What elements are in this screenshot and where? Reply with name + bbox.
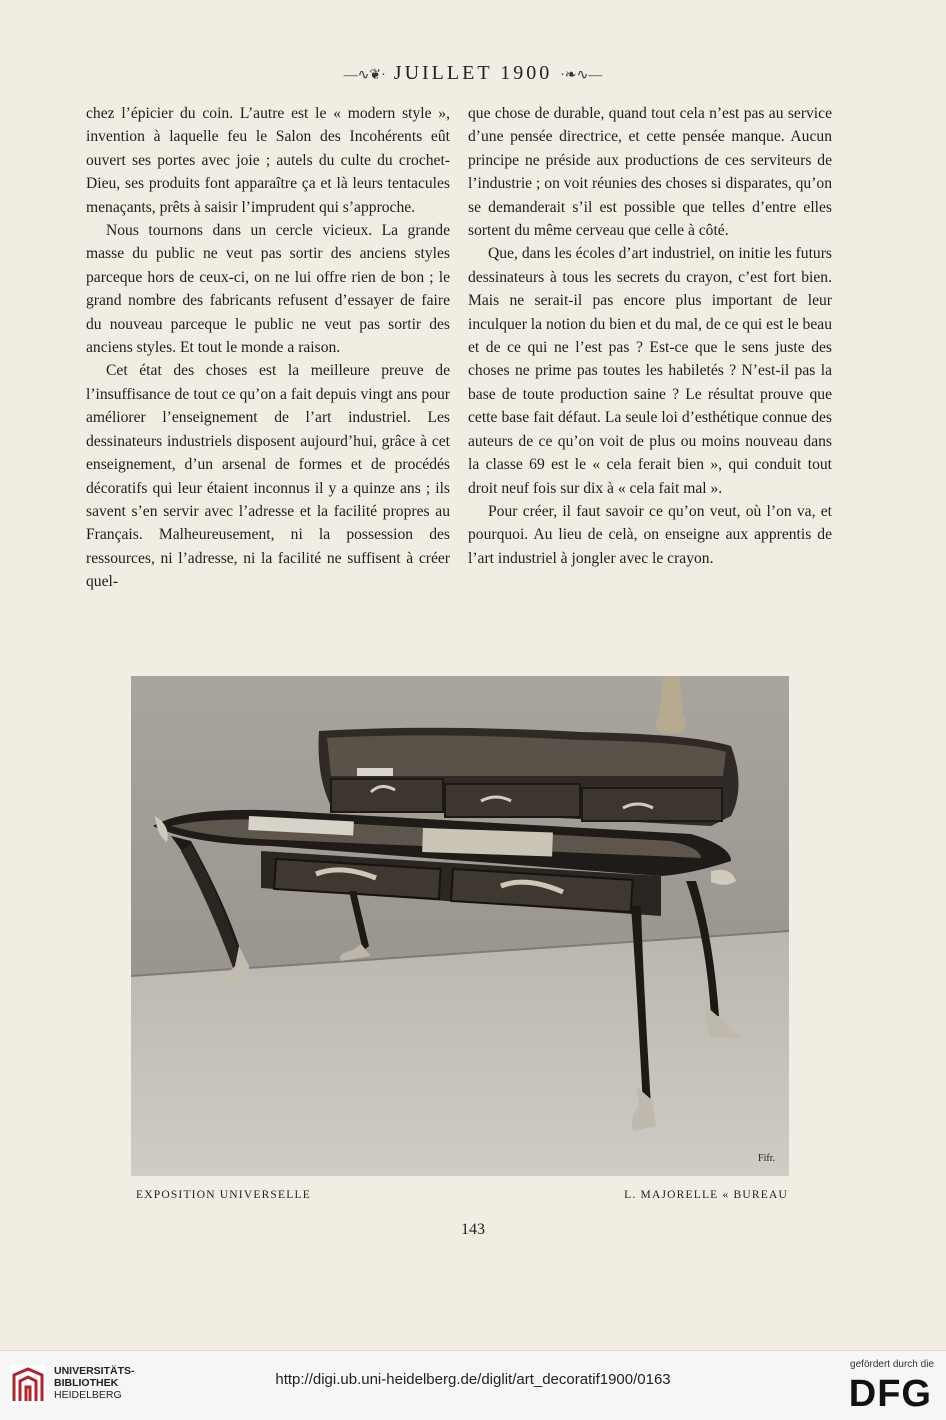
paragraph: que chose de durable, quand tout cela n’est pas au service d’une pensée directrice, et cette pensée manque. Aucun principe ne préside aux productions de ces serviteurs de l’industrie ; on voit réunies des choses si disparates, qu’on se demanderait s’il est possible que telles d’entre elles sortent du même cerveau que celle à côté.	[468, 105, 832, 240]
header-title: JUILLET 1900	[393, 62, 553, 84]
header-ornament-left: —∿❦·	[343, 68, 386, 83]
caption-right: L. MAJORELLE « BUREAU	[624, 1189, 788, 1201]
page-number: 143	[461, 1221, 485, 1238]
text-column-right	[468, 102, 832, 570]
text-column-left	[86, 102, 450, 594]
library-line-1: UNIVERSITÄTS-	[54, 1365, 135, 1377]
desk-photograph	[131, 676, 789, 1176]
dfg-logo[interactable]: DFG	[848, 1373, 932, 1415]
paragraph: Cet état des choses est la meilleure preuve de l’insuffisance de tout ce qu’on a fait depuis vingt ans pour améliorer l’enseignement de l’art industriel. Les dessinateurs industriels disposent aujourd’hui, grâce à cet enseignement, d’un arsenal de formes et de procédés décoratifs qui leur étaient inconnus il y a quinze ans ; ils savent s’en servir avec l’adresse et la facilité propres au Français. Malheureusement, ni la possession des ressources, ni l’adresse, ni la facilité ne suffisent à créer quel-	[86, 362, 450, 591]
caption-left: EXPOSITION UNIVERSELLE	[136, 1189, 311, 1201]
running-header	[0, 62, 946, 85]
paragraph: chez l’épicier du coin. L’autre est le « modern style », invention à laquelle feu le Salon des Incohérents eût ouvert ses portes avec joie ; autels du culte du crochet-Dieu, ses produits font apparaître ça et là leurs tentacules menaçants, prêts à saisir l’imprudent qui s’approche.	[86, 105, 450, 216]
desk-illustration	[131, 676, 789, 1176]
permalink-url[interactable]: http://digi.ub.uni-heidelberg.de/diglit/art_decoratif1900/0163	[275, 1371, 671, 1388]
photo-signature: Fifr.	[758, 1153, 775, 1164]
paragraph: Pour créer, il faut savoir ce qu’on veut, où l’on va, et pourquoi. Au lieu de celà, on enseigne aux apprentis de l’art industriel à jongler avec le crayon.	[468, 502, 832, 567]
paragraph: Nous tournons dans un cercle vicieux. La grande masse du public ne veut pas sortir des anciens styles parceque hors de ceux-ci, on ne lui offre rien de bon ; le grand nombre des fabricants refusent d’essayer de faire du nouveau parceque le public ne veut pas sortir des anciens styles. Et tout le monde a raison.	[86, 222, 450, 357]
funded-by-label: gefördert durch die	[850, 1359, 934, 1370]
header-ornament-right: ·❧∿—	[560, 68, 603, 83]
paragraph: Que, dans les écoles d’art industriel, on initie les futurs dessinateurs à tous les secrets du crayon, c’est fort bien. Mais ne serait-il pas encore plus important de leur inculquer la notion du bien et du mal, de ce qui est le beau et de ce qui ne l’est pas ? Est-ce que le sens juste des choses ne prime pas toutes les habiletés ? N’est-il pas la base de toute production saine ? Le résultat prouve que cette base fait défaut. La seule loi d’esthétique connue des auteurs de ce qu’on voit de plus ou moins nouveau dans la classe 69 est le « cela ferait bien », qui conduit tout droit neuf fois sur dix à « cela fait mal ».	[468, 245, 832, 497]
library-line-2: BIBLIOTHEK	[54, 1377, 119, 1389]
library-line-3: HEIDELBERG	[54, 1389, 122, 1401]
viewer-footer	[0, 1350, 946, 1420]
